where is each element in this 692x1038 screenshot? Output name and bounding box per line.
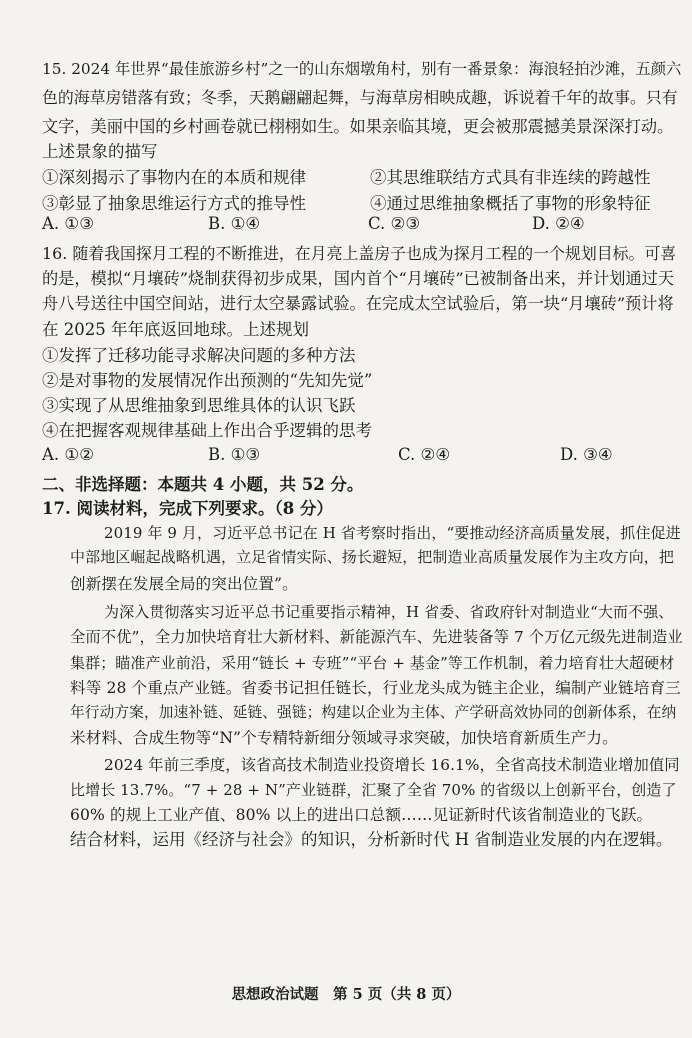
q15-options-row-1 (0, 164, 692, 188)
q15-choice-d: D. ②④ (532, 214, 585, 233)
q16-stem-line-1: 16. 随着我国探月工程的不断推进，在月亮上盖房子也成为探月工程的一个规划目标。可喜 (42, 244, 677, 263)
q15-choice-b: B. ①④ (208, 214, 261, 233)
q16-stem-line-2: 的是，模拟“月壤砖”烧制获得初步成果，国内首个“月壤砖”已被制备出来，并计划通过天 (42, 269, 675, 288)
q17-header: 17. 阅读材料，完成下列要求。（8 分） (42, 499, 333, 518)
q15-choices (0, 214, 692, 238)
q16-choices (0, 445, 692, 469)
q15-choice-c: C. ②③ (368, 214, 421, 233)
q15-option-1: ①深刻揭示了事物内在的本质和规律 (42, 168, 306, 187)
q15-choice-a: A. ①③ (42, 214, 94, 233)
q15-stem-line-3: 文字，美丽中国的乡村画卷就已栩栩如生。如果亲临其境，更会被那震撼美景深深打动。 (42, 117, 674, 136)
q16-option-1: ①发挥了迁移功能寻求解决问题的多种方法 (42, 346, 356, 365)
q16-choice-d: D. ③④ (560, 445, 613, 464)
page-footer: 思想政治试题 第 5 页（共 8 页） (231, 986, 461, 1003)
q15-stem-line-2: 色的海草房错落有致；冬季，天鹅翩翩起舞，与海草房相映成趣，诉说着千年的故事。只有 (42, 88, 678, 107)
q17-material-line-6: 集群；瞄准产业前沿，采用“链长 + 专班”“平台 + 基金”等工作机制，着力培育壮大超硬材 (70, 654, 675, 672)
section-2-heading: 二、非选择题：本题共 4 小题，共 52 分。 (42, 475, 364, 494)
q15-option-3: ③彰显了抽象思维运行方式的推导性 (42, 194, 306, 213)
q16-option-3: ③实现了从思维抽象到思维具体的认识飞跃 (42, 396, 356, 415)
q17-material-line-5: 全而不优”，全力加快培育壮大新材料、新能源汽车、先进装备等 7 个万亿元级先进制造业 (70, 628, 683, 646)
q16-stem-line-4: 在 2025 年年底返回地球。上述规划 (42, 320, 309, 339)
q15-stem-line-1: 15. 2024 年世界“最佳旅游乡村”之一的山东烟墩角村，别有一番景象：海浪轻拍沙滩，五颜六 (42, 60, 682, 78)
q16-option-2: ②是对事物的发展情况作出预测的“先知先觉” (42, 371, 373, 390)
q17-task: 结合材料，运用《经济与社会》的知识，分析新时代 H 省制造业发展的内在逻辑。 (70, 830, 673, 849)
q17-material-line-10: 2024 年前三季度，该省高技术制造业投资增长 16.1%，全省高技术制造业增加值同 (104, 756, 680, 774)
q17-material-line-3: 创新摆在发展全局的突出位置”。 (70, 575, 298, 593)
q17-material-line-4: 为深入贯彻落实习近平总书记重要指示精神，H 省委、省政府针对制造业“大而不强、 (104, 603, 674, 621)
q17-material-line-8: 年行动方案，加速补链、延链、强链；构建以企业为主体、产学研高效协同的创新体系，在纳 (70, 704, 677, 721)
q15-option-4: ④通过思维抽象概括了事物的形象特征 (370, 194, 651, 213)
q17-material-line-2: 中部地区崛起战略机遇，立足省情实际、扬长避短，把制造业高质量发展作为主攻方向，把 (70, 548, 675, 566)
q15-option-2: ②其思维联结方式具有非连续的跨越性 (370, 168, 651, 187)
q17-material-line-12: 60% 的规上工业产值、80% 以上的进出口总额……见证新时代该省制造业的飞跃。 (70, 806, 653, 824)
q15-options-row-2 (0, 190, 692, 214)
q17-material-line-9: 米材料、合成生物等“N”个专精特新细分领域寻求突破，加快培育新质生产力。 (70, 729, 618, 747)
q17-material-line-1: 2019 年 9 月，习近平总书记在 H 省考察时指出，“要推动经济高质量发展，抓住促进 (104, 524, 681, 542)
q17-material-line-11: 比增长 13.7%。“7 + 28 + N”产业链群，汇聚了全省 70% 的省级以上创新平台，创造了 (70, 781, 677, 799)
q16-choice-a: A. ①② (42, 445, 94, 464)
q17-material-line-7: 料等 28 个重点产业链。省委书记担任链长，行业龙头成为链主企业，编制产业链培育三 (70, 679, 681, 697)
q16-stem-line-3: 舟八号送往中国空间站，进行太空暴露试验。在完成太空试验后，第一块“月壤砖”预计将 (42, 294, 674, 313)
q16-choice-b: B. ①③ (208, 445, 261, 464)
q15-stem-line-4: 上述景象的描写 (42, 142, 158, 161)
q16-choice-c: C. ②④ (398, 445, 451, 464)
q16-option-4: ④在把握客观规律基础上作出合乎逻辑的思考 (42, 421, 372, 440)
